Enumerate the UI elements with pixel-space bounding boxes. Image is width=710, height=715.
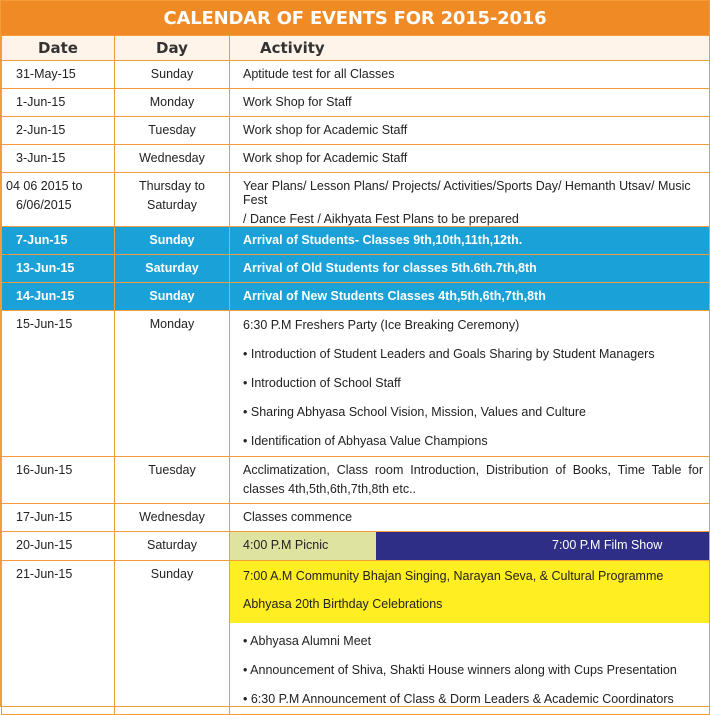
activity-line: 6:30 P.M Freshers Party (Ice Breaking Ceremony) [243,318,520,332]
day-cell: Tuesday [115,117,230,145]
activity-cell [230,457,710,504]
date-cell: 15-Jun-15 [2,311,115,457]
list-item: • Announcement of Shiva, Shakti House winners along with Cups Presentation [243,656,703,685]
date-cell: 2-Jun-15 [2,117,115,145]
activity-cell: Aptitude test for all Classes [230,61,710,89]
date-line: 6/06/2015 [16,198,72,212]
table-row [2,532,710,561]
bullet-list [230,623,709,714]
date-cell: 21-Jun-15 [2,561,115,715]
day-cell: Sunday [115,61,230,89]
activity-cell [230,311,710,457]
table-row [2,117,710,145]
day-cell: Sunday [115,227,230,255]
activity-line: Acclimatization, Class room Introduction, Distribution of Books, Time Table for [243,463,703,477]
activity-cell: Work Shop for Staff [230,89,710,117]
activity-cell: Arrival of New Students Classes 4th,5th,6th,7th,8th [230,283,710,311]
activity-line: classes 4th,5th,6th,7th,8th etc.. [243,482,417,496]
date-cell: 31-May-15 [2,61,115,89]
activity-cell [230,173,710,227]
activity-cell: Arrival of Students- Classes 9th,10th,11th,12th. [230,227,710,255]
table-row-highlighted [2,255,710,283]
date-cell: 3-Jun-15 [2,145,115,173]
day-line: Saturday [146,198,198,212]
date-cell: 16-Jun-15 [2,457,115,504]
activity-cell: Work shop for Academic Staff [230,145,710,173]
table-row [2,561,710,715]
list-item: • Introduction of Student Leaders and Goals Sharing by Student Managers [243,340,703,369]
activity-line: Year Plans/ Lesson Plans/ Projects/ Activities/Sports Day/ Hemanth Utsav/ Music Fest [243,179,691,207]
table-row [2,61,710,89]
table-row [2,173,710,227]
day-cell: Tuesday [115,457,230,504]
picnic-event: 4:00 P.M Picnic [230,532,376,560]
day-cell: Monday [115,311,230,457]
date-cell: 1-Jun-15 [2,89,115,117]
date-line: 04 06 2015 to [6,179,83,193]
table-row-highlighted [2,227,710,255]
day-cell: Wednesday [115,145,230,173]
activity-cell [230,561,710,715]
list-item: • Abhyasa Alumni Meet [243,627,703,656]
film-show-event: 7:00 P.M Film Show [376,532,709,560]
activity-cell [230,532,710,561]
activity-cell: Classes commence [230,504,710,532]
date-cell: 13-Jun-15 [2,255,115,283]
list-item: • 6:30 P.M Announcement of Class & Dorm Leaders & Academic Coordinators [243,685,703,714]
day-cell: Sunday [115,283,230,311]
day-line: Thursday to [138,179,205,193]
table-row-highlighted [2,283,710,311]
split-activity [230,532,709,560]
date-cell: 14-Jun-15 [2,283,115,311]
activity-line: / Dance Fest / Aikhyata Fest Plans to be prepared [243,212,519,226]
list-item: • Sharing Abhyasa School Vision, Mission, Values and Culture [243,398,703,427]
table-header-row [2,36,710,61]
header-day: Day [115,36,230,61]
date-cell [2,173,115,227]
table-row [2,89,710,117]
table-row [2,504,710,532]
highlight-line: Abhyasa 20th Birthday Celebrations [243,597,443,611]
highlight-line: 7:00 A.M Community Bhajan Singing, Narayan Seva, & Cultural Programme [243,569,664,583]
header-date: Date [2,36,115,61]
activity-cell: Arrival of Old Students for classes 5th.6th.7th,8th [230,255,710,283]
date-cell: 20-Jun-15 [2,532,115,561]
day-cell: Saturday [115,532,230,561]
day-cell: Saturday [115,255,230,283]
header-activity: Activity [230,36,710,61]
list-item: • Introduction of School Staff [243,369,703,398]
list-item: • Identification of Abhyasa Value Champions [243,427,703,456]
day-cell [115,173,230,227]
calendar-title: CALENDAR OF EVENTS FOR 2015-2016 [1,1,709,35]
date-cell: 17-Jun-15 [2,504,115,532]
highlight-block [230,561,709,623]
day-cell: Sunday [115,561,230,715]
activity-cell: Work shop for Academic Staff [230,117,710,145]
day-cell: Monday [115,89,230,117]
events-table [1,35,710,715]
day-cell: Wednesday [115,504,230,532]
date-cell: 7-Jun-15 [2,227,115,255]
table-row [2,311,710,457]
table-row [2,457,710,504]
table-row [2,145,710,173]
